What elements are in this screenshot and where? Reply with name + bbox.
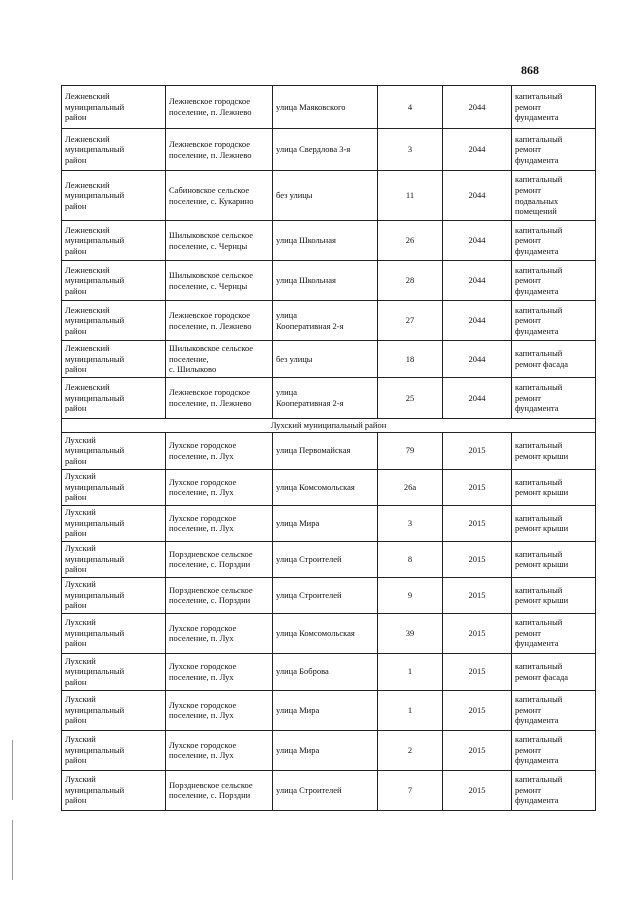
cell-work-type: капитальный ремонт фундамента — [512, 261, 596, 301]
capital-repair-table — [61, 85, 596, 811]
table-row — [62, 690, 596, 730]
cell-district: Лухский муниципальный район — [62, 541, 166, 577]
cell-street: улица Мира — [273, 505, 378, 541]
cell-settlement: Лежневское городское поселение, п. Лежнево — [166, 129, 273, 171]
table-row — [62, 221, 596, 261]
cell-house-number: 2 — [378, 730, 443, 770]
cell-settlement: Лухское городское поселение, п. Лух — [166, 653, 273, 690]
cell-street: улица Кооперативная 2-я — [273, 301, 378, 341]
table-row — [62, 301, 596, 341]
cell-settlement: Лухское городское поселение, п. Лух — [166, 690, 273, 730]
cell-street: улица Комсомольская — [273, 469, 378, 505]
cell-year: 2015 — [443, 505, 512, 541]
cell-house-number: 7 — [378, 770, 443, 810]
section-row — [62, 419, 596, 433]
cell-work-type: капитальный ремонт подвальных помещений — [512, 171, 596, 221]
margin-mark — [12, 820, 13, 880]
cell-work-type: капитальный ремонт фундамента — [512, 690, 596, 730]
cell-work-type: капитальный ремонт крыши — [512, 469, 596, 505]
table-row — [62, 341, 596, 378]
table-row — [62, 577, 596, 613]
cell-district: Лежневский муниципальный район — [62, 301, 166, 341]
cell-street: улица Мира — [273, 730, 378, 770]
table-row — [62, 171, 596, 221]
cell-year: 2044 — [443, 301, 512, 341]
cell-district: Лежневский муниципальный район — [62, 86, 166, 129]
cell-district: Лухский муниципальный район — [62, 577, 166, 613]
table-row — [62, 613, 596, 653]
cell-settlement: Сабиновское сельское поселение, с. Кукарино — [166, 171, 273, 221]
cell-year: 2044 — [443, 129, 512, 171]
cell-house-number: 39 — [378, 613, 443, 653]
cell-street: без улицы — [273, 341, 378, 378]
cell-district: Лежневский муниципальный район — [62, 341, 166, 378]
cell-work-type: капитальный ремонт фундамента — [512, 129, 596, 171]
cell-district: Лежневский муниципальный район — [62, 261, 166, 301]
table-row — [62, 129, 596, 171]
cell-house-number: 18 — [378, 341, 443, 378]
cell-work-type: капитальный ремонт крыши — [512, 577, 596, 613]
cell-year: 2044 — [443, 86, 512, 129]
cell-year: 2015 — [443, 770, 512, 810]
cell-year: 2044 — [443, 341, 512, 378]
table-row — [62, 730, 596, 770]
table-row — [62, 432, 596, 469]
table-body-lukhsky — [62, 432, 596, 810]
cell-street: улица Первомайская — [273, 432, 378, 469]
cell-house-number: 1 — [378, 690, 443, 730]
cell-year: 2015 — [443, 469, 512, 505]
cell-settlement: Лежневское городское поселение, п. Лежнево — [166, 301, 273, 341]
margin-mark — [12, 740, 13, 800]
cell-settlement: Шилыковское сельское поселение, с. Чернцы — [166, 221, 273, 261]
cell-house-number: 3 — [378, 129, 443, 171]
cell-house-number: 4 — [378, 86, 443, 129]
cell-district: Лухский муниципальный район — [62, 730, 166, 770]
cell-street: улица Мира — [273, 690, 378, 730]
cell-district: Лежневский муниципальный район — [62, 221, 166, 261]
cell-settlement: Лухское городское поселение, п. Лух — [166, 613, 273, 653]
table-row — [62, 261, 596, 301]
cell-house-number: 9 — [378, 577, 443, 613]
page-number: 868 — [521, 63, 539, 77]
cell-house-number: 79 — [378, 432, 443, 469]
cell-year: 2044 — [443, 378, 512, 419]
cell-settlement: Лежневское городское поселение, п. Лежнево — [166, 378, 273, 419]
cell-house-number: 25 — [378, 378, 443, 419]
table-row — [62, 770, 596, 810]
cell-street: улица Строителей — [273, 577, 378, 613]
cell-house-number: 1 — [378, 653, 443, 690]
cell-settlement: Порздневское сельское поселение, с. Порздни — [166, 541, 273, 577]
cell-work-type: капитальный ремонт фундамента — [512, 730, 596, 770]
cell-year: 2015 — [443, 541, 512, 577]
cell-district: Лежневский муниципальный район — [62, 378, 166, 419]
cell-year: 2015 — [443, 730, 512, 770]
cell-work-type: капитальный ремонт крыши — [512, 541, 596, 577]
cell-settlement: Порздневское сельское поселение, с. Порздни — [166, 577, 273, 613]
cell-year: 2015 — [443, 432, 512, 469]
table-row — [62, 469, 596, 505]
table-row — [62, 505, 596, 541]
cell-street: улица Маяковского — [273, 86, 378, 129]
cell-settlement: Лухское городское поселение, п. Лух — [166, 730, 273, 770]
cell-settlement: Лежневское городское поселение, п. Лежнево — [166, 86, 273, 129]
cell-work-type: капитальный ремонт фундамента — [512, 770, 596, 810]
cell-district: Лухский муниципальный район — [62, 653, 166, 690]
cell-house-number: 8 — [378, 541, 443, 577]
cell-settlement: Лухское городское поселение, п. Лух — [166, 432, 273, 469]
cell-street: улица Кооперативная 2-я — [273, 378, 378, 419]
cell-work-type: капитальный ремонт фундамента — [512, 221, 596, 261]
cell-district: Лухский муниципальный район — [62, 469, 166, 505]
cell-year: 2015 — [443, 690, 512, 730]
cell-district: Лухский муниципальный район — [62, 613, 166, 653]
cell-street: улица Школьная — [273, 221, 378, 261]
cell-work-type: капитальный ремонт крыши — [512, 505, 596, 541]
cell-settlement: Шилыковское сельское поселение, с. Чернцы — [166, 261, 273, 301]
cell-work-type: капитальный ремонт крыши — [512, 432, 596, 469]
cell-street: улица Комсомольская — [273, 613, 378, 653]
table-row — [62, 378, 596, 419]
cell-year: 2044 — [443, 171, 512, 221]
cell-district: Лежневский муниципальный район — [62, 129, 166, 171]
cell-work-type: капитальный ремонт фасада — [512, 341, 596, 378]
cell-street: улица Строителей — [273, 770, 378, 810]
cell-house-number: 26 — [378, 221, 443, 261]
cell-settlement: Порздневское сельское поселение, с. Порздни — [166, 770, 273, 810]
cell-year: 2044 — [443, 261, 512, 301]
cell-work-type: капитальный ремонт фундамента — [512, 613, 596, 653]
table-section — [62, 419, 596, 433]
cell-year: 2015 — [443, 653, 512, 690]
cell-work-type: капитальный ремонт фундамента — [512, 86, 596, 129]
cell-settlement: Лухское городское поселение, п. Лух — [166, 469, 273, 505]
section-title: Лухский муниципальный район — [62, 419, 596, 433]
cell-work-type: капитальный ремонт фундамента — [512, 301, 596, 341]
cell-district: Лежневский муниципальный район — [62, 171, 166, 221]
cell-house-number: 26а — [378, 469, 443, 505]
cell-work-type: капитальный ремонт фундамента — [512, 378, 596, 419]
cell-street: улица Строителей — [273, 541, 378, 577]
cell-year: 2015 — [443, 577, 512, 613]
cell-year: 2044 — [443, 221, 512, 261]
table-row — [62, 653, 596, 690]
cell-house-number: 28 — [378, 261, 443, 301]
table-body-lezhnevsky — [62, 86, 596, 419]
cell-street: улица Боброва — [273, 653, 378, 690]
cell-work-type: капитальный ремонт фасада — [512, 653, 596, 690]
cell-district: Лухский муниципальный район — [62, 505, 166, 541]
cell-street: улица Школьная — [273, 261, 378, 301]
cell-house-number: 3 — [378, 505, 443, 541]
cell-settlement: Шилыковское сельское поселение, с. Шилыково — [166, 341, 273, 378]
cell-street: без улицы — [273, 171, 378, 221]
table-row — [62, 541, 596, 577]
cell-year: 2015 — [443, 613, 512, 653]
cell-house-number: 27 — [378, 301, 443, 341]
cell-street: улица Свердлова 3-я — [273, 129, 378, 171]
cell-district: Лухский муниципальный район — [62, 432, 166, 469]
cell-house-number: 11 — [378, 171, 443, 221]
cell-district: Лухский муниципальный район — [62, 690, 166, 730]
cell-settlement: Лухское городское поселение, п. Лух — [166, 505, 273, 541]
cell-district: Лухский муниципальный район — [62, 770, 166, 810]
table-row — [62, 86, 596, 129]
